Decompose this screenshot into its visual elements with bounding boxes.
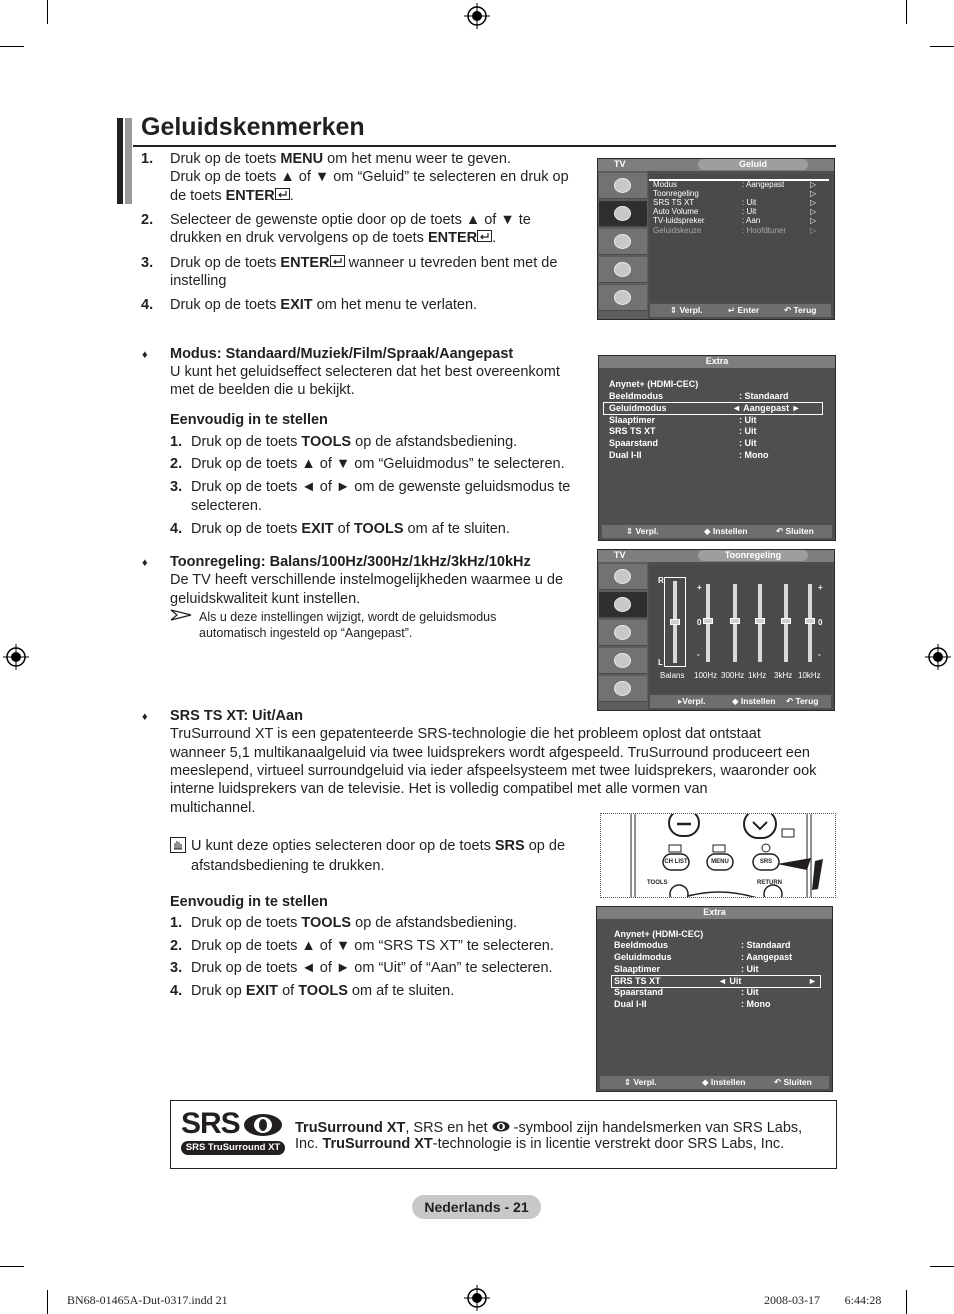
note-arrow-icon	[170, 609, 192, 621]
srs-button[interactable]: SRS	[759, 859, 773, 865]
picture-menu-icon	[599, 564, 647, 590]
page-title: Geluidskenmerken	[141, 113, 365, 141]
eq-minus-label: -	[818, 650, 821, 659]
srs-para-1: TruSurround XT is een gepatenteerde SRS-technologie die het probleem oplost dat ontstaat	[170, 726, 761, 742]
step-number: 2.	[170, 938, 183, 954]
tv-label: TV	[614, 159, 626, 169]
enter-icon	[477, 230, 492, 242]
eq-band-label: 10kHz	[798, 671, 821, 680]
bullet: ♦	[142, 711, 148, 723]
menu-row-anynet[interactable]: Anynet+ (HDMI-CEC)	[609, 379, 699, 389]
eq-knob-100hz[interactable]	[703, 618, 713, 624]
ch-list-button[interactable]: CH LIST	[664, 859, 688, 865]
menu-row-slaaptimer[interactable]: Slaaptimer : Uit	[609, 415, 757, 425]
menu-row-srs[interactable]: SRS TS XT : Uit	[609, 426, 757, 436]
menu-row-dual[interactable]: Dual I-II : Mono	[609, 450, 769, 460]
screen-header	[598, 550, 834, 562]
crop-mark	[906, 1290, 907, 1314]
toon-desc-1: De TV heeft verschillende instelmogelijkheden waarmee u de	[170, 572, 564, 588]
menu-row-anynet[interactable]: Anynet+ (HDMI-CEC)	[614, 929, 704, 939]
close-hint: ↶ Sluiten	[776, 526, 814, 536]
enter-icon	[275, 188, 290, 200]
modus-easy-3: Druk op de toets ◄ of ► om de gewenste geluidsmodus te	[191, 479, 571, 495]
modus-easy-2: Druk op de toets ▲ of ▼ om “Geluidmodus” te selecteren.	[191, 456, 565, 472]
step-1-line-3: de toets ENTER .	[170, 188, 294, 204]
step-number: 4.	[170, 521, 183, 537]
menu-sidebar	[598, 562, 648, 710]
sound-menu-icon	[599, 592, 647, 618]
page-number: Nederlands - 21	[412, 1195, 541, 1219]
srs-easy-title: Eenvoudig in te stellen	[170, 894, 328, 910]
screen-header	[599, 356, 835, 368]
crop-mark	[47, 0, 48, 24]
print-file-info: BN68-01465A-Dut-0317.indd 21	[67, 1293, 228, 1307]
menu-sidebar	[598, 171, 648, 319]
srs-symbol-icon	[492, 1121, 510, 1132]
toon-note-2: automatisch ingesteld op “Aangepast”.	[199, 626, 413, 640]
eq-knob-1khz[interactable]	[755, 618, 765, 624]
menu-row-beeldmodus[interactable]: Beeldmodus : Standaard	[609, 391, 789, 401]
sound-menu-icon	[599, 201, 647, 227]
setup-menu-icon	[599, 648, 647, 674]
menu-button[interactable]: MENU	[711, 859, 729, 865]
registration-mark-icon	[464, 1285, 490, 1311]
step-number: 4.	[170, 983, 183, 999]
trademark-line-1: TruSurround XT, SRS en het -symbool zijn handelsmerken van SRS Labs,	[295, 1120, 803, 1136]
set-hint: ◆ Instellen	[704, 526, 748, 536]
eq-band-label: 100Hz	[694, 671, 718, 680]
eq-minus-label: -	[697, 650, 700, 659]
screen-header	[597, 907, 832, 919]
srs-logo-subtitle: SRS TruSurround XT	[181, 1141, 285, 1155]
srs-trademark-box	[170, 1100, 837, 1169]
move-hint: ⇕ Verpl.	[670, 305, 703, 315]
screen-footer	[600, 1076, 829, 1089]
tv-screen-geluid: TV Geluid Modus : Aangepast ▷ Toonregeling ▷ SRS TS XT : Uit ▷ Auto Volume : Uit ▷ TV-luidspreker : Aan ▷ Geluidskeuze : Hoofdtuner ▷ ⇕ Verpl. ↵ Enter ↶ Terug	[597, 158, 835, 320]
back-hint: ↶ Terug	[784, 305, 817, 315]
title-bar-grey	[125, 118, 132, 204]
screen-title: Geluid	[698, 159, 808, 170]
close-hint: ↶ Sluiten	[774, 1077, 812, 1087]
enter-icon	[330, 255, 345, 267]
input-menu-icon	[599, 676, 647, 702]
tv-screen-toonregeling	[597, 549, 835, 711]
modus-easy-3-line-2: selecteren.	[191, 498, 262, 514]
eq-right-label: R	[658, 576, 664, 585]
step-number: 4.	[141, 297, 154, 313]
registration-mark-icon	[925, 644, 951, 670]
modus-heading: Modus: Standaard/Muziek/Film/Spraak/Aangepast	[170, 346, 514, 362]
bullet: ♦	[142, 349, 148, 361]
toon-heading: Toonregeling: Balans/100Hz/300Hz/1kHz/3kHz/10kHz	[170, 554, 531, 570]
picture-menu-icon	[599, 173, 647, 199]
setup-menu-icon	[599, 257, 647, 283]
eq-band-label: Balans	[660, 671, 685, 680]
toon-note-1: Als u deze instellingen wijzigt, wordt de geluidsmodus	[199, 610, 497, 624]
trademark-line-2: Inc. TruSurround XT-technologie is in licentie verstrekt door SRS Labs, Inc.	[295, 1136, 785, 1152]
step-number: 1.	[170, 915, 183, 931]
crop-mark	[0, 1266, 24, 1267]
step-number: 3.	[141, 255, 154, 271]
srs-logo	[179, 1107, 287, 1157]
crop-mark	[930, 1266, 954, 1267]
srs-para-3: meeslepend, virtueel surroundgeluid via ieder afspeelsysteem met twee luidsprekers, waaronder ook	[170, 763, 817, 779]
step-number: 1.	[170, 434, 183, 450]
channel-menu-icon	[599, 229, 647, 255]
step-number: 2.	[170, 456, 183, 472]
screen-header	[598, 159, 834, 171]
menu-row-dual[interactable]: Dual I-II : Mono	[614, 999, 771, 1009]
srs-logo-text: SRS	[181, 1107, 240, 1140]
crop-mark	[906, 0, 907, 24]
eq-knob-3khz[interactable]	[781, 618, 791, 624]
step-3-line-2: instelling	[170, 273, 227, 289]
srs-para-4: interne luidsprekers van de televisie. Het is volledig compatibel met alle vormen van	[170, 781, 708, 797]
eq-zero-label: 0	[697, 618, 702, 627]
eq-knob-10khz[interactable]	[805, 618, 815, 624]
set-hint: ◆ Instellen	[702, 1077, 746, 1087]
registration-mark-icon	[3, 644, 29, 670]
menu-row-geluidmodus[interactable]: Geluidmodus : Aangepast	[614, 952, 793, 962]
tools-button-label[interactable]: TOOLS	[647, 880, 668, 886]
crop-mark	[47, 1290, 48, 1314]
eq-knob-300hz[interactable]	[730, 618, 740, 624]
srs-easy-2: Druk op de toets ▲ of ▼ om “SRS TS XT” te selecteren.	[191, 938, 554, 954]
return-button-label[interactable]: RETURN	[757, 880, 782, 886]
menu-row-geluidmodus[interactable]: Geluidmodus ◄ Aangepast ►	[604, 403, 822, 414]
tv-screen-extra-1	[598, 355, 836, 541]
menu-row-beeldmodus[interactable]: Beeldmodus : Standaard	[614, 940, 791, 950]
modus-easy-title: Eenvoudig in te stellen	[170, 412, 328, 428]
srs-heading: SRS TS XT: Uit/Aan	[170, 708, 303, 724]
menu-row-slaaptimer[interactable]: Slaaptimer : Uit	[614, 964, 759, 974]
move-hint: ⇕ Verpl.	[626, 526, 659, 536]
eq-zero-label: 0	[818, 618, 823, 627]
screen-title: Extra	[705, 356, 729, 366]
balance-knob[interactable]	[670, 619, 680, 625]
remote-control-illustration	[600, 813, 836, 898]
menu-row-spaarstand[interactable]: Spaarstand : Uit	[609, 438, 757, 448]
step-4-line-1: Druk op de toets EXIT om het menu te verlaten.	[170, 297, 478, 313]
menu-row-srs[interactable]: SRS TS XT ◄ Uit ►	[612, 976, 820, 987]
set-hint: ◆ Instellen	[732, 696, 776, 706]
modus-desc-1: U kunt het geluidseffect selecteren dat het best overeenkomt	[170, 364, 560, 380]
step-number: 2.	[141, 212, 154, 228]
tv-screen-extra-2	[596, 906, 833, 1092]
balance-slider-box[interactable]	[664, 577, 686, 667]
step-1-line-1: Druk op de toets MENU om het menu weer te geven.	[170, 151, 511, 167]
srs-easy-4: Druk op EXIT of TOOLS om af te sluiten.	[191, 983, 455, 999]
step-2-line-2: drukken en druk vervolgens op de toets ENTER .	[170, 230, 497, 246]
move-hint: ⇕ Verpl.	[624, 1077, 657, 1087]
bullet: ♦	[142, 557, 148, 569]
eq-plus-label: +	[697, 583, 702, 592]
modus-easy-1: Druk op de toets TOOLS op de afstandsbediening.	[191, 434, 518, 450]
screen-footer	[650, 304, 831, 317]
step-2-line-1: Selecteer de gewenste optie door op de toets ▲ of ▼ te	[170, 212, 531, 228]
srs-easy-3: Druk op de toets ◄ of ► om “Uit” of “Aan” te selecteren.	[191, 960, 553, 976]
step-number: 1.	[141, 151, 154, 167]
eq-plus-label: +	[818, 583, 823, 592]
registration-mark-icon	[464, 3, 490, 29]
eq-band-label: 1kHz	[748, 671, 767, 680]
eq-left-label: L	[658, 658, 663, 667]
step-1-line-2: Druk op de toets ▲ of ▼ om “Geluid” te selecteren en druk op	[170, 169, 569, 185]
crop-mark	[0, 46, 24, 47]
tv-label: TV	[614, 550, 626, 560]
screen-footer	[650, 695, 831, 708]
srs-para-5: multichannel.	[170, 800, 256, 816]
srs-tip-2: afstandsbediening te drukken.	[191, 858, 385, 874]
eq-band-label: 3kHz	[774, 671, 793, 680]
srs-easy-1: Druk op de toets TOOLS op de afstandsbediening.	[191, 915, 518, 931]
srs-tip-1: U kunt deze opties selecteren door op de toets SRS op de	[191, 838, 566, 854]
screen-title: Extra	[703, 907, 726, 917]
step-3-line-1: Druk op de toets ENTER wanneer u tevreden bent met de	[170, 255, 558, 271]
step-number: 3.	[170, 960, 183, 976]
channel-menu-icon	[599, 620, 647, 646]
title-rule	[133, 145, 836, 147]
screen-title: Toonregeling	[698, 550, 808, 561]
srs-para-2: wanneer 5,1 multikanaalgeluid via twee luidsprekers wordt afgespeeld. TruSurround produceert een	[170, 745, 810, 761]
toon-desc-2: geluidskwaliteit kunt instellen.	[170, 591, 361, 607]
input-menu-icon	[599, 285, 647, 311]
move-hint: ▸Verpl.	[678, 696, 706, 706]
eq-band-label: 300Hz	[721, 671, 745, 680]
back-hint: ↶ Terug	[786, 696, 819, 706]
step-number: 3.	[170, 479, 183, 495]
crop-mark	[930, 46, 954, 47]
hand-tip-icon	[170, 837, 186, 853]
enter-hint: ↵ Enter	[728, 305, 760, 315]
menu-row-spaarstand[interactable]: Spaarstand : Uit	[614, 987, 759, 997]
modus-easy-4: Druk op de toets EXIT of TOOLS om af te sluiten.	[191, 521, 510, 537]
print-date-info: 2008-03-17 ￿￿ 6:44:28	[764, 1293, 882, 1307]
screen-footer	[602, 525, 832, 538]
title-bar-dark	[117, 118, 123, 204]
srs-circle-icon	[243, 1113, 283, 1137]
remote-drawing	[601, 814, 836, 898]
modus-desc-2: met de beelden die u bekijkt.	[170, 382, 355, 398]
